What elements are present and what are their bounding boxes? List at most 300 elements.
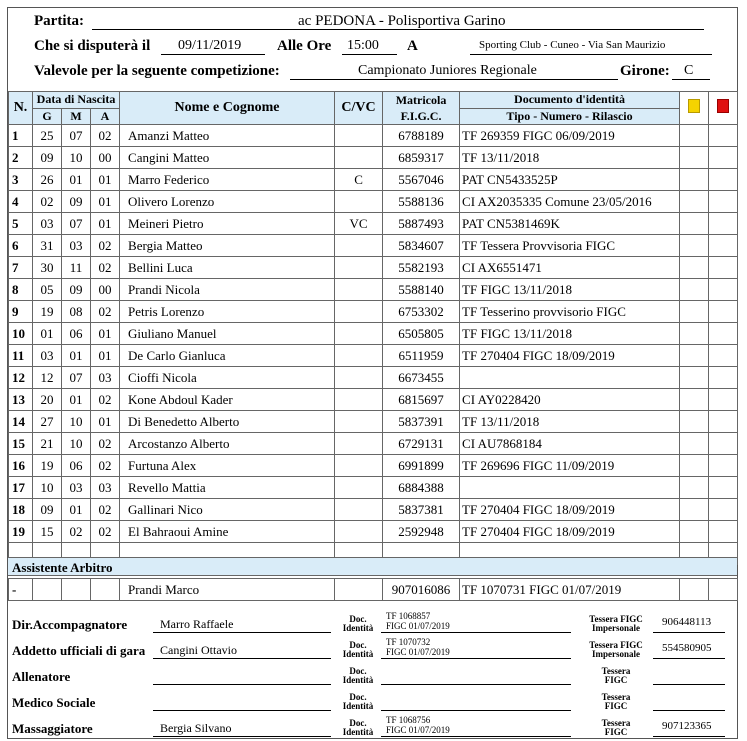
birth-day: 25 — [33, 125, 62, 147]
player-name: Petris Lorenzo — [120, 301, 335, 323]
birth-year: 00 — [91, 279, 120, 301]
player-name: Revello Mattia — [120, 477, 335, 499]
yellow-card-icon — [688, 99, 700, 113]
match-venue: Sporting Club - Cuneo - Via San Maurizio — [479, 39, 666, 51]
player-row — [9, 521, 738, 543]
massaggiatore-tessera-label — [588, 719, 644, 737]
captain-role — [335, 477, 383, 499]
birth-year: 01 — [91, 345, 120, 367]
birth-month: 09 — [62, 279, 91, 301]
header-matricola-line1: Matricola — [395, 93, 447, 107]
yellow-card-cell[interactable] — [680, 499, 709, 521]
header-matricola — [383, 92, 460, 125]
birth-day: 09 — [33, 499, 62, 521]
addetto-ufficiali-doc-line — [381, 658, 571, 659]
captain-role — [335, 389, 383, 411]
yellow-card-cell[interactable] — [680, 191, 709, 213]
doc-label-line1: Doc. — [349, 692, 367, 702]
massaggiatore-doc-value — [386, 715, 450, 735]
massaggiatore-tessera-line — [653, 736, 725, 737]
tessera-label-line2: Impersonale — [592, 623, 640, 633]
figc-matricola: 5567046 — [383, 169, 460, 191]
player-row — [9, 257, 738, 279]
player-row — [9, 499, 738, 521]
massaggiatore-name-line — [153, 736, 331, 737]
allenatore-doc-line — [381, 684, 571, 685]
player-name: Cioffi Nicola — [120, 367, 335, 389]
red-card-cell[interactable] — [709, 169, 738, 191]
red-card-cell[interactable] — [709, 235, 738, 257]
captain-role — [335, 257, 383, 279]
doc-label-line2: Identità — [342, 649, 374, 659]
birth-month: 06 — [62, 455, 91, 477]
id-document: TF FIGC 13/11/2018 — [460, 279, 680, 301]
header-red-card — [709, 92, 738, 125]
player-number: 13 — [9, 389, 33, 411]
doc-label-line1: Doc. — [349, 614, 367, 624]
birth-year: 03 — [91, 477, 120, 499]
player-name: Bergia Matteo — [120, 235, 335, 257]
yellow-card-cell[interactable] — [680, 411, 709, 433]
allenatore-tessera-line — [653, 684, 725, 685]
captain-role: C — [335, 169, 383, 191]
id-document: PAT CN5433525P — [460, 169, 680, 191]
time-line — [342, 54, 397, 55]
birth-year: 01 — [91, 323, 120, 345]
addetto-ufficiali-label: Addetto ufficiali di gara — [12, 643, 146, 658]
player-row — [9, 235, 738, 257]
figc-matricola: 6673455 — [383, 367, 460, 389]
tessera-label-line2: FIGC — [604, 675, 628, 685]
medico-sociale-tessera-line — [653, 710, 725, 711]
captain-role — [335, 411, 383, 433]
id-document: PAT CN5381469K — [460, 213, 680, 235]
dir-accompagnatore-label: Dir.Accompagnatore — [12, 617, 128, 632]
medico-sociale-tessera-label — [588, 693, 644, 711]
player-row — [9, 433, 738, 455]
tessera-label-line1: Tessera FIGC — [589, 640, 643, 650]
birth-year: 02 — [91, 389, 120, 411]
player-name: Giuliano Manuel — [120, 323, 335, 345]
red-card-cell[interactable] — [709, 257, 738, 279]
player-row — [9, 367, 738, 389]
player-name: Prandi Nicola — [120, 279, 335, 301]
massaggiatore-tessera-value: 907123365 — [662, 720, 712, 732]
player-number: 15 — [9, 433, 33, 455]
tessera-label-line2: FIGC — [604, 701, 628, 711]
player-name: Furtuna Alex — [120, 455, 335, 477]
captain-role — [335, 345, 383, 367]
red-card-cell[interactable] — [709, 521, 738, 543]
birth-day: 20 — [33, 389, 62, 411]
red-card-cell[interactable] — [709, 367, 738, 389]
birth-day: 15 — [33, 521, 62, 543]
yellow-card-cell[interactable] — [680, 521, 709, 543]
player-row — [9, 345, 738, 367]
addetto-ufficiali-tessera-label — [580, 641, 652, 659]
massaggiatore-row — [8, 713, 737, 739]
birth-day: 03 — [33, 213, 62, 235]
id-document: TF 269359 FIGC 06/09/2019 — [460, 125, 680, 147]
birth-month: 10 — [62, 411, 91, 433]
dir-accompagnatore-tessera-label — [580, 615, 652, 633]
id-document: TF FIGC 13/11/2018 — [460, 323, 680, 345]
addetto-ufficiali-doc-value — [386, 637, 450, 657]
birth-month: 03 — [62, 477, 91, 499]
id-document: TF 269696 FIGC 11/09/2019 — [460, 455, 680, 477]
player-name: Arcostanzo Alberto — [120, 433, 335, 455]
header-m: M — [62, 108, 91, 125]
date-line — [161, 54, 265, 55]
player-name: El Bahraoui Amine — [120, 521, 335, 543]
figc-matricola: 6815697 — [383, 389, 460, 411]
doc-release: FIGC 01/07/2019 — [386, 621, 450, 631]
doc-label-line2: Identità — [342, 701, 374, 711]
massaggiatore-doc-line — [381, 736, 571, 737]
medico-sociale-row — [8, 687, 737, 713]
header-yellow-card — [680, 92, 709, 125]
header-matricola-line2: F.I.G.C. — [400, 109, 442, 123]
red-card-icon — [717, 99, 729, 113]
header-nome: Nome e Cognome — [120, 92, 335, 125]
assistente-doc: TF 1070731 FIGC 01/07/2019 — [460, 579, 680, 601]
yellow-card-cell[interactable] — [680, 301, 709, 323]
figc-matricola: 5837381 — [383, 499, 460, 521]
figc-matricola: 5834607 — [383, 235, 460, 257]
birth-month: 07 — [62, 125, 91, 147]
player-number: 9 — [9, 301, 33, 323]
assistente-matricola: 907016086 — [383, 579, 460, 601]
birth-day: 03 — [33, 345, 62, 367]
ore-label: Alle Ore — [277, 38, 332, 54]
addetto-ufficiali-name: Cangini Ottavio — [160, 643, 237, 657]
red-card-cell[interactable] — [709, 301, 738, 323]
figc-matricola: 6753302 — [383, 301, 460, 323]
player-number: 11 — [9, 345, 33, 367]
player-number: 12 — [9, 367, 33, 389]
assistente-name: Prandi Marco — [120, 579, 335, 601]
captain-role — [335, 301, 383, 323]
header-n: N. — [9, 92, 33, 125]
birth-day: 31 — [33, 235, 62, 257]
captain-role — [335, 279, 383, 301]
yellow-card-cell[interactable] — [680, 213, 709, 235]
player-number: 17 — [9, 477, 33, 499]
player-row — [9, 389, 738, 411]
medico-sociale-label: Medico Sociale — [12, 695, 96, 710]
birth-day: 26 — [33, 169, 62, 191]
red-card-cell[interactable] — [709, 433, 738, 455]
yellow-card-cell[interactable] — [680, 125, 709, 147]
captain-role — [335, 125, 383, 147]
birth-year: 02 — [91, 455, 120, 477]
captain-role: VC — [335, 213, 383, 235]
assistente-table — [8, 578, 738, 601]
yellow-card-cell[interactable] — [680, 367, 709, 389]
birth-year: 01 — [91, 213, 120, 235]
player-row — [9, 477, 738, 499]
player-name: Bellini Luca — [120, 257, 335, 279]
tessera-label-line2: FIGC — [604, 727, 628, 737]
birth-day: 27 — [33, 411, 62, 433]
birth-year: 01 — [91, 411, 120, 433]
addetto-ufficiali-tessera-line — [653, 658, 725, 659]
a-label: A — [407, 38, 418, 54]
captain-role — [335, 147, 383, 169]
player-row — [9, 455, 738, 477]
birth-month: 07 — [62, 367, 91, 389]
doc-label-line2: Identità — [342, 675, 374, 685]
figc-matricola: 6511959 — [383, 345, 460, 367]
doc-label-line1: Doc. — [349, 718, 367, 728]
birth-year: 02 — [91, 521, 120, 543]
birth-day: 21 — [33, 433, 62, 455]
player-name: Amanzi Matteo — [120, 125, 335, 147]
birth-month: 01 — [62, 389, 91, 411]
match-time: 15:00 — [347, 38, 379, 53]
partita-value: ac PEDONA - Polisportiva Garino — [298, 13, 506, 29]
player-row — [9, 169, 738, 191]
birth-month: 07 — [62, 213, 91, 235]
assistente-header: Assistente Arbitro — [8, 557, 737, 576]
captain-role — [335, 521, 383, 543]
birth-day: 12 — [33, 367, 62, 389]
birth-day: 05 — [33, 279, 62, 301]
player-row — [9, 147, 738, 169]
dir-accompagnatore-doc-line — [381, 632, 571, 633]
player-number: 8 — [9, 279, 33, 301]
player-number: 18 — [9, 499, 33, 521]
addetto-ufficiali-name-line — [153, 658, 331, 659]
players-body — [9, 125, 738, 565]
birth-year: 02 — [91, 257, 120, 279]
red-card-cell[interactable] — [709, 323, 738, 345]
captain-role — [335, 323, 383, 345]
player-name: De Carlo Gianluca — [120, 345, 335, 367]
red-card-cell[interactable] — [709, 191, 738, 213]
id-document: TF Tesserino provvisorio FIGC — [460, 301, 680, 323]
girone-line — [672, 79, 710, 80]
id-document: CI AX6551471 — [460, 257, 680, 279]
medico-sociale-name-line — [153, 710, 331, 711]
yellow-card-cell[interactable] — [680, 455, 709, 477]
player-number: 16 — [9, 455, 33, 477]
dir-accompagnatore-name: Marro Raffaele — [160, 617, 234, 631]
player-name: Gallinari Nico — [120, 499, 335, 521]
birth-month: 11 — [62, 257, 91, 279]
birth-month: 01 — [62, 345, 91, 367]
player-row — [9, 301, 738, 323]
birth-month: 10 — [62, 433, 91, 455]
player-number: 6 — [9, 235, 33, 257]
doc-number: TF 1068756 — [386, 715, 431, 725]
figc-matricola: 6884388 — [383, 477, 460, 499]
competition-name: Campionato Juniores Regionale — [358, 63, 537, 78]
medico-sociale-doc-line — [381, 710, 571, 711]
dir-accompagnatore-tessera-value: 906448113 — [662, 616, 712, 628]
birth-month: 02 — [62, 521, 91, 543]
dir-accompagnatore-doc-label — [338, 615, 378, 633]
player-number: 19 — [9, 521, 33, 543]
competition-line — [290, 79, 618, 80]
dir-accompagnatore-tessera-line — [653, 632, 725, 633]
player-row — [9, 213, 738, 235]
captain-role — [335, 367, 383, 389]
massaggiatore-doc-label — [338, 719, 378, 737]
id-document: TF Tessera Provvisoria FIGC — [460, 235, 680, 257]
doc-number: TF 1068857 — [386, 611, 431, 621]
yellow-card-cell[interactable] — [680, 389, 709, 411]
captain-role — [335, 191, 383, 213]
red-card-cell[interactable] — [709, 411, 738, 433]
player-name: Di Benedetto Alberto — [120, 411, 335, 433]
player-number: 14 — [9, 411, 33, 433]
allenatore-row — [8, 661, 737, 687]
birth-month: 03 — [62, 235, 91, 257]
tessera-label-line2: Impersonale — [592, 649, 640, 659]
birth-month: 09 — [62, 191, 91, 213]
red-card-cell[interactable] — [709, 279, 738, 301]
header-documento: Documento d'identità — [460, 92, 680, 109]
red-card-cell[interactable] — [709, 455, 738, 477]
birth-day: 10 — [33, 477, 62, 499]
medico-sociale-doc-label — [338, 693, 378, 711]
player-number: 3 — [9, 169, 33, 191]
birth-year: 03 — [91, 367, 120, 389]
dir-accompagnatore-doc-value — [386, 611, 450, 631]
tessera-label-line1: Tessera — [601, 666, 631, 676]
player-number: 1 — [9, 125, 33, 147]
yellow-card-cell[interactable] — [680, 477, 709, 499]
yellow-card-cell[interactable] — [680, 147, 709, 169]
distinta-form — [7, 7, 738, 739]
id-document: TF 13/11/2018 — [460, 147, 680, 169]
birth-month: 01 — [62, 499, 91, 521]
player-row — [9, 191, 738, 213]
yellow-card-cell[interactable] — [680, 323, 709, 345]
partita-label: Partita: — [34, 13, 84, 29]
red-card-cell[interactable] — [709, 125, 738, 147]
player-name: Cangini Matteo — [120, 147, 335, 169]
player-row — [9, 279, 738, 301]
birth-day: 19 — [33, 455, 62, 477]
player-row — [9, 411, 738, 433]
valevole-label: Valevole per la seguente competizione: — [34, 63, 280, 79]
figc-matricola: 6729131 — [383, 433, 460, 455]
girone-value: C — [684, 63, 694, 78]
captain-role — [335, 433, 383, 455]
yellow-card-cell[interactable] — [680, 279, 709, 301]
id-document: TF 270404 FIGC 18/09/2019 — [460, 345, 680, 367]
tessera-label-line1: Tessera — [601, 718, 631, 728]
player-number: 10 — [9, 323, 33, 345]
birth-day: 02 — [33, 191, 62, 213]
birth-year: 02 — [91, 125, 120, 147]
header-g: G — [33, 108, 62, 125]
allenatore-tessera-label — [588, 667, 644, 685]
assistente-n: - — [9, 579, 33, 601]
doc-release: FIGC 01/07/2019 — [386, 725, 450, 735]
addetto-ufficiali-row — [8, 635, 737, 661]
birth-day: 30 — [33, 257, 62, 279]
id-document — [460, 477, 680, 499]
girone-label: Girone: — [620, 63, 670, 79]
massaggiatore-label: Massaggiatore — [12, 721, 93, 736]
player-name: Kone Abdoul Kader — [120, 389, 335, 411]
figc-matricola: 6859317 — [383, 147, 460, 169]
birth-year: 02 — [91, 499, 120, 521]
player-row — [9, 125, 738, 147]
figc-matricola: 6788189 — [383, 125, 460, 147]
tessera-label-line1: Tessera FIGC — [589, 614, 643, 624]
player-name: Meineri Pietro — [120, 213, 335, 235]
yellow-card-cell[interactable] — [680, 345, 709, 367]
doc-label-line2: Identità — [342, 727, 374, 737]
addetto-ufficiali-doc-label — [338, 641, 378, 659]
doc-release: FIGC 01/07/2019 — [386, 647, 450, 657]
red-card-cell[interactable] — [709, 213, 738, 235]
birth-year: 01 — [91, 169, 120, 191]
id-document: CI AY0228420 — [460, 389, 680, 411]
birth-month: 01 — [62, 169, 91, 191]
birth-year: 00 — [91, 147, 120, 169]
header-cvc: C/VC — [335, 92, 383, 125]
addetto-ufficiali-tessera-value: 554580905 — [662, 642, 712, 654]
figc-matricola: 6991899 — [383, 455, 460, 477]
venue-line — [470, 54, 712, 55]
player-name: Olivero Lorenzo — [120, 191, 335, 213]
player-number: 7 — [9, 257, 33, 279]
player-number: 5 — [9, 213, 33, 235]
disputera-label: Che si disputerà il — [34, 38, 151, 54]
doc-label-line1: Doc. — [349, 640, 367, 650]
header-tipo: Tipo - Numero - Rilascio — [460, 108, 680, 125]
red-card-cell[interactable] — [709, 345, 738, 367]
red-card-cell[interactable] — [709, 389, 738, 411]
red-card-cell[interactable] — [709, 499, 738, 521]
header-data-nascita: Data di Nascita — [33, 92, 120, 109]
dir-accompagnatore-row — [8, 609, 737, 635]
yellow-card-cell[interactable] — [680, 433, 709, 455]
doc-label-line2: Identità — [342, 623, 374, 633]
match-date: 09/11/2019 — [178, 38, 242, 53]
figc-matricola: 5582193 — [383, 257, 460, 279]
figc-matricola: 6505805 — [383, 323, 460, 345]
figc-matricola: 5588140 — [383, 279, 460, 301]
assistente-row — [9, 579, 738, 601]
birth-month: 08 — [62, 301, 91, 323]
red-card-cell[interactable] — [709, 477, 738, 499]
id-document: TF 270404 FIGC 18/09/2019 — [460, 521, 680, 543]
birth-year: 02 — [91, 301, 120, 323]
birth-year: 02 — [91, 433, 120, 455]
players-table — [8, 91, 738, 565]
birth-year: 01 — [91, 191, 120, 213]
player-number: 2 — [9, 147, 33, 169]
birth-month: 06 — [62, 323, 91, 345]
player-row — [9, 323, 738, 345]
birth-day: 19 — [33, 301, 62, 323]
player-name: Marro Federico — [120, 169, 335, 191]
birth-month: 10 — [62, 147, 91, 169]
captain-role — [335, 235, 383, 257]
birth-year: 02 — [91, 235, 120, 257]
yellow-card-cell[interactable] — [680, 235, 709, 257]
red-card-cell[interactable] — [709, 147, 738, 169]
tessera-label-line1: Tessera — [601, 692, 631, 702]
yellow-card-cell[interactable] — [680, 257, 709, 279]
yellow-card-cell[interactable] — [680, 169, 709, 191]
